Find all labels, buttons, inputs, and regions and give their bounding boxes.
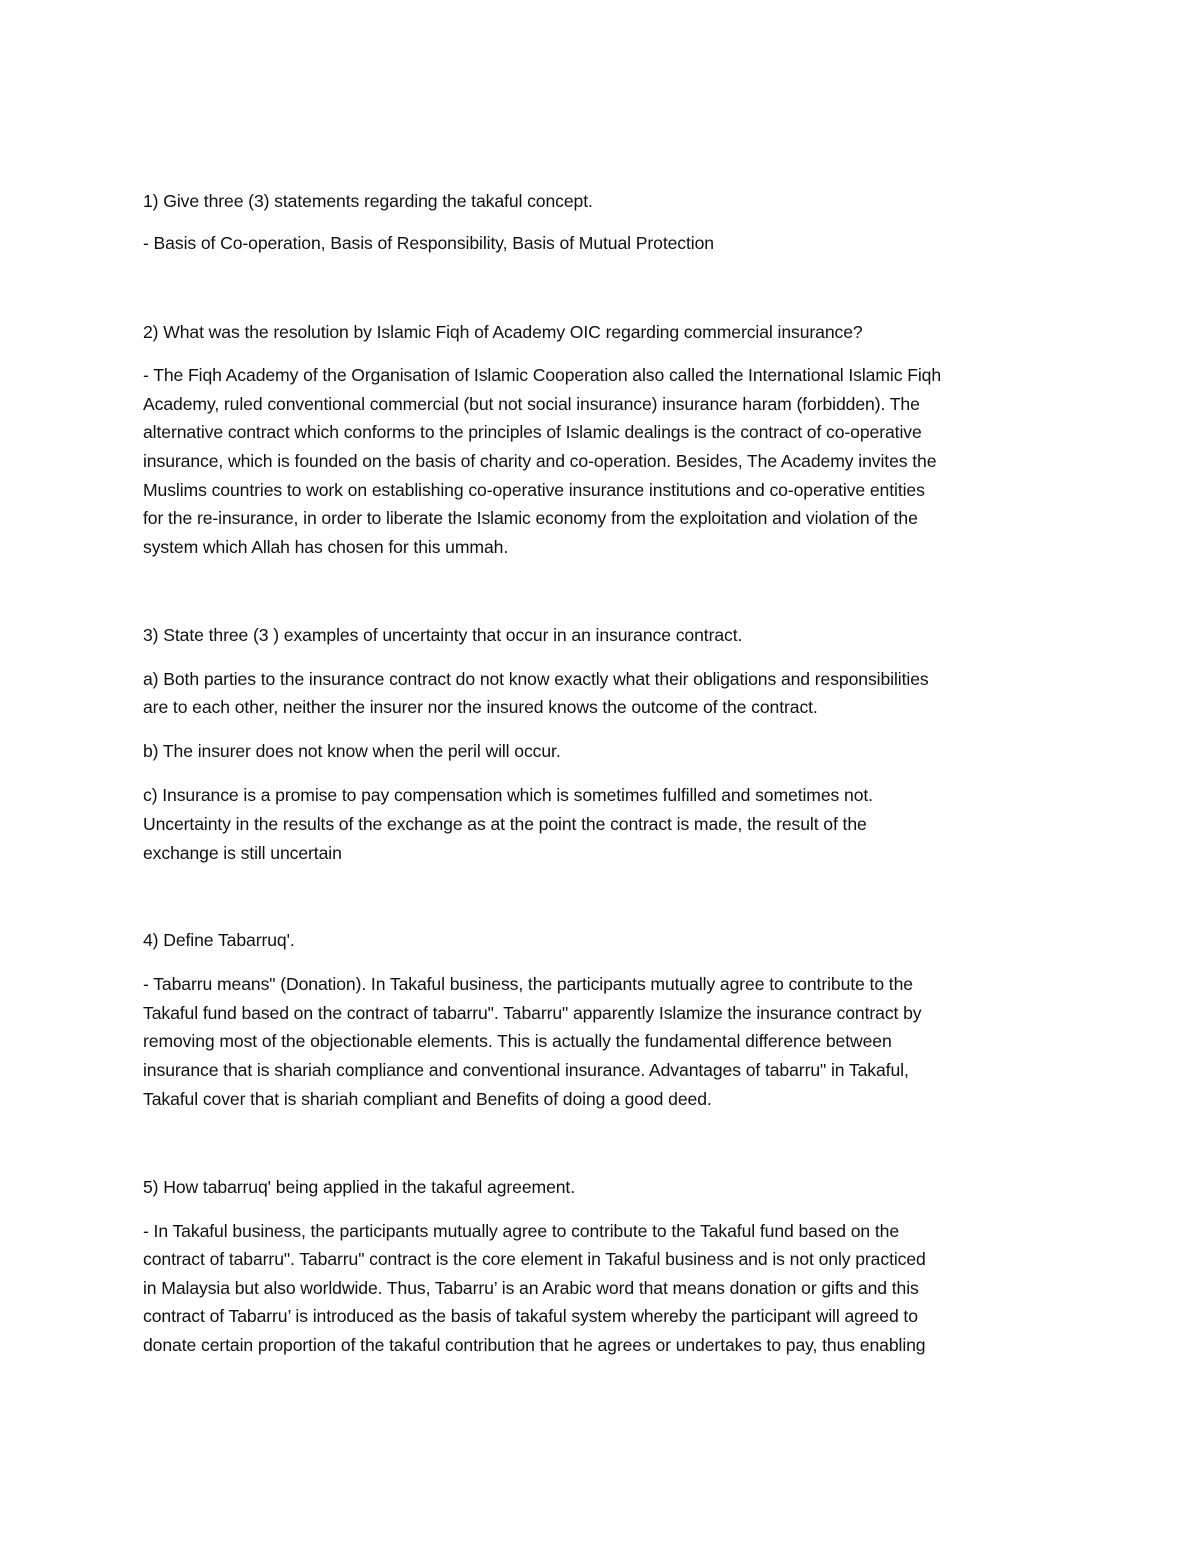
question-1-heading: 1) Give three (3) statements regarding the takaful concept. xyxy=(143,191,593,211)
answer-5-line: contract of Tabarru’ is introduced as the basis of takaful system whereby the participant will agreed to xyxy=(143,1306,918,1326)
answer-3a-line: are to each other, neither the insurer nor the insured knows the outcome of the contract. xyxy=(143,697,818,717)
answer-3c-line: c) Insurance is a promise to pay compensation which is sometimes fulfilled and sometimes not. xyxy=(143,785,873,805)
answer-3a-line: a) Both parties to the insurance contract do not know exactly what their obligations and responsibilities xyxy=(143,669,929,689)
answer-2-line: insurance, which is founded on the basis of charity and co-operation. Besides, The Academy invites the xyxy=(143,451,937,471)
answer-5-line: in Malaysia but also worldwide. Thus, Tabarru’ is an Arabic word that means donation or gifts and this xyxy=(143,1278,919,1298)
answer-2-line: Academy, ruled conventional commercial (but not social insurance) insurance haram (forbidden). The xyxy=(143,394,920,414)
answer-4-line: removing most of the objectionable elements. This is actually the fundamental difference between xyxy=(143,1031,892,1051)
answer-4-line: - Tabarru means" (Donation). In Takaful business, the participants mutually agree to contribute to the xyxy=(143,974,913,994)
answer-2-line: - The Fiqh Academy of the Organisation of Islamic Cooperation also called the International Islamic Fiqh xyxy=(143,365,942,385)
answer-3c-line: exchange is still uncertain xyxy=(143,843,342,863)
answer-2-line: for the re-insurance, in order to liberate the Islamic economy from the exploitation and violation of the xyxy=(143,508,918,528)
question-3-heading: 3) State three (3 ) examples of uncertainty that occur in an insurance contract. xyxy=(143,625,743,645)
question-4-heading: 4) Define Tabarruq'. xyxy=(143,930,295,950)
answer-4-line: Takaful fund based on the contract of tabarru". Tabarru" apparently Islamize the insurance contract by xyxy=(143,1003,922,1023)
question-5-heading: 5) How tabarruq' being applied in the takaful agreement. xyxy=(143,1177,576,1197)
answer-3b-line: b) The insurer does not know when the peril will occur. xyxy=(143,741,561,761)
answer-5-line: contract of tabarru". Tabarru" contract is the core element in Takaful business and is not only practiced xyxy=(143,1249,926,1269)
answer-3c-line: Uncertainty in the results of the exchange as at the point the contract is made, the result of the xyxy=(143,814,867,834)
answer-2-line: system which Allah has chosen for this ummah. xyxy=(143,537,509,557)
answer-5-line: donate certain proportion of the takaful contribution that he agrees or undertakes to pay, thus enabling xyxy=(143,1335,926,1355)
answer-5-line: - In Takaful business, the participants mutually agree to contribute to the Takaful fund based on the xyxy=(143,1221,900,1241)
answer-2-line: alternative contract which conforms to the principles of Islamic dealings is the contract of co-operative xyxy=(143,422,922,442)
answer-1-text: - Basis of Co-operation, Basis of Responsibility, Basis of Mutual Protection xyxy=(143,233,714,253)
question-2-heading: 2) What was the resolution by Islamic Fiqh of Academy OIC regarding commercial insurance? xyxy=(143,322,863,342)
answer-4-line: Takaful cover that is shariah compliant and Benefits of doing a good deed. xyxy=(143,1089,712,1109)
answer-4-line: insurance that is shariah compliance and conventional insurance. Advantages of tabarru" in Takaful, xyxy=(143,1060,909,1080)
answer-2-line: Muslims countries to work on establishing co-operative insurance institutions and co-operative entities xyxy=(143,480,925,500)
